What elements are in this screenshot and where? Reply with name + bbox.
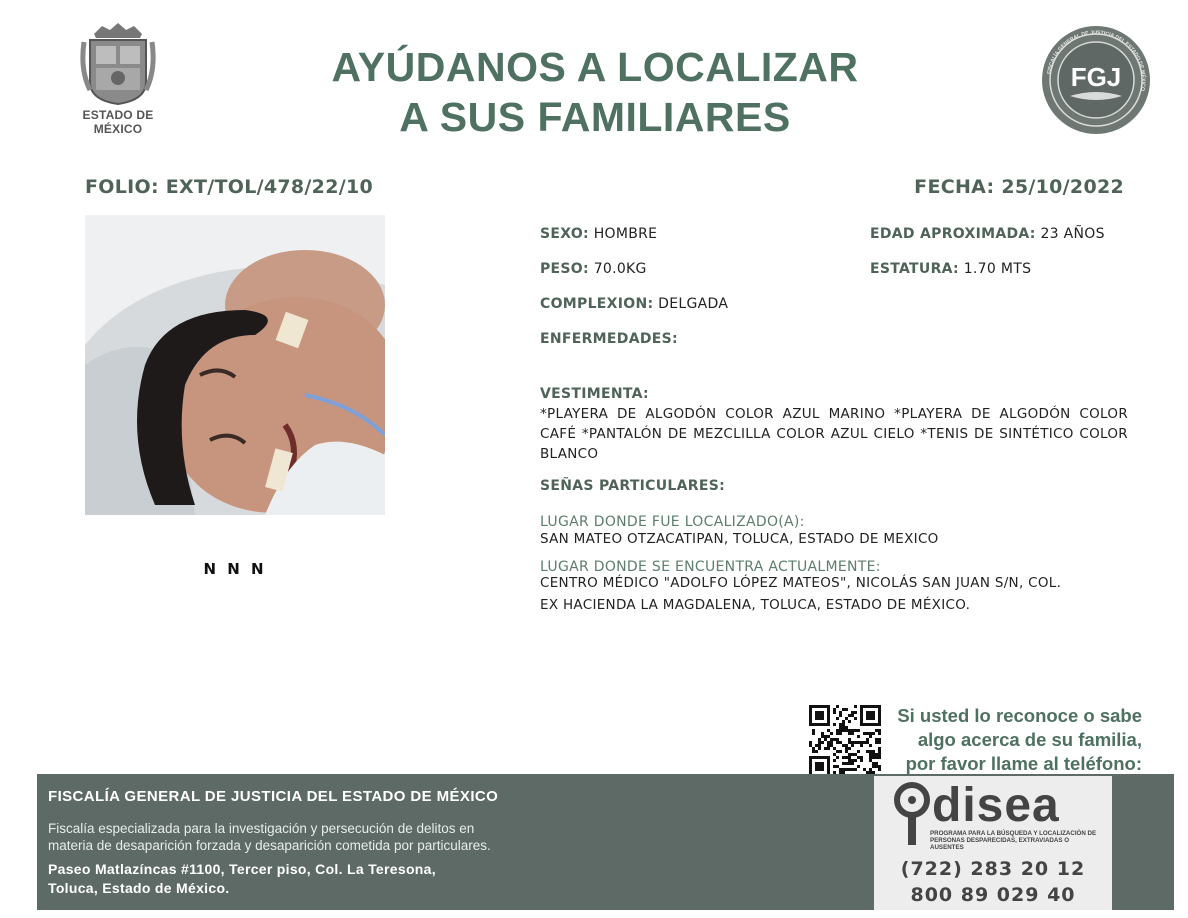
phone-number-1[interactable]: (722) 283 20 12 bbox=[900, 858, 1086, 880]
person-photo-illustration bbox=[85, 215, 385, 515]
vestimenta-label: VESTIMENTA: bbox=[540, 386, 649, 402]
odisea-logo-text: disea bbox=[932, 779, 1060, 832]
fgj-logo-text: FGJ bbox=[1070, 62, 1122, 92]
lugar-actual-line-2: EX HACIENDA LA MAGDALENA, TOLUCA, ESTADO DE MÉXICO. bbox=[540, 597, 971, 613]
footer-addr-line-1: Paseo Matlazíncas #1100, Tercer piso, Col. La Teresona, bbox=[48, 861, 436, 877]
person-name: N N N bbox=[203, 560, 267, 578]
fecha bbox=[914, 176, 1124, 198]
peso-value: 70.0KG bbox=[593, 261, 647, 277]
page-title bbox=[280, 42, 910, 142]
footer-description bbox=[48, 820, 648, 854]
footer-desc-line-1: Fiscalía especializada para la investigación y persecución de delitos en bbox=[48, 821, 475, 836]
qr-code-icon[interactable] bbox=[809, 705, 881, 777]
estado-de-mexico-logo bbox=[58, 20, 178, 136]
sexo-label: SEXO: bbox=[540, 226, 589, 242]
senas-label: SEÑAS PARTICULARES: bbox=[540, 478, 725, 494]
estado-de-mexico-label: ESTADO DE MÉXICO bbox=[82, 108, 154, 136]
fecha-label: FECHA: bbox=[914, 176, 995, 198]
sexo-row bbox=[540, 226, 657, 242]
fgj-ring-text: FISCALÍA GENERAL DE JUSTICIA DEL ESTADO DE MÉXICO bbox=[1046, 29, 1147, 92]
enfermedades-label: ENFERMEDADES: bbox=[540, 331, 678, 347]
estatura-value: 1.70 MTS bbox=[963, 261, 1032, 277]
complexion-row bbox=[540, 296, 728, 312]
vestimenta-heading bbox=[540, 386, 649, 402]
peso-label: PESO: bbox=[540, 261, 589, 277]
folio-label: FOLIO: bbox=[85, 176, 159, 198]
title-line-2: A SUS FAMILIARES bbox=[399, 94, 791, 140]
phone-number-2[interactable]: 800 89 029 40 bbox=[910, 884, 1076, 906]
enfermedades-row bbox=[540, 331, 678, 347]
edad-row bbox=[870, 226, 1105, 242]
sexo-value: HOMBRE bbox=[593, 226, 658, 242]
footer-desc-line-2: materia de desaparición forzada y desaparición cometida por particulares. bbox=[48, 838, 491, 853]
estatura-row bbox=[870, 261, 1031, 277]
call-line-3: por favor llame al teléfono: bbox=[905, 753, 1142, 774]
lugar-actual-line-1: CENTRO MÉDICO "ADOLFO LÓPEZ MATEOS", NICOLÁS SAN JUAN S/N, COL. bbox=[540, 575, 1062, 591]
fgj-logo bbox=[1040, 24, 1152, 136]
lugar-actual-label: LUGAR DONDE SE ENCUENTRA ACTUALMENTE: bbox=[540, 559, 881, 575]
senas-heading bbox=[540, 478, 725, 494]
complexion-label: COMPLEXION: bbox=[540, 296, 654, 312]
call-line-1: Si usted lo reconoce o sabe bbox=[897, 705, 1142, 726]
complexion-value: DELGADA bbox=[658, 296, 729, 312]
edad-value: 23 AÑOS bbox=[1040, 226, 1105, 242]
footer-title: FISCALÍA GENERAL DE JUSTICIA DEL ESTADO DE MÉXICO bbox=[48, 788, 499, 805]
footer-address bbox=[48, 860, 608, 898]
coat-of-arms-icon bbox=[78, 20, 158, 106]
footer-addr-line-2: Toluca, Estado de México. bbox=[48, 880, 230, 896]
call-line-2: algo acerca de su familia, bbox=[917, 729, 1142, 750]
fecha-value: 25/10/2022 bbox=[1001, 176, 1124, 198]
odisea-pin-icon bbox=[892, 782, 932, 852]
lugar-localizado-value: SAN MATEO OTZACATIPAN, TOLUCA, ESTADO DE MEXICO bbox=[540, 531, 939, 547]
edad-label: EDAD APROXIMADA: bbox=[870, 226, 1036, 242]
folio-value: EXT/TOL/478/22/10 bbox=[165, 176, 373, 198]
person-photo bbox=[85, 215, 385, 515]
odisea-subtitle: PROGRAMA PARA LA BÚSQUEDA Y LOCALIZACIÓN DE PERSONAS DESPARECIDAS, EXTRAVIADAS O AUSENTES bbox=[930, 830, 1097, 851]
fgj-seal-icon bbox=[1040, 24, 1152, 136]
call-to-action bbox=[884, 704, 1142, 776]
peso-row bbox=[540, 261, 647, 277]
title-line-1: AYÚDANOS A LOCALIZAR bbox=[331, 44, 859, 90]
folio bbox=[85, 176, 373, 198]
vestimenta-text: *PLAYERA DE ALGODÓN COLOR AZUL MARINO *PLAYERA DE ALGODÓN COLOR CAFÉ *PANTALÓN DE MEZCLILLA COLOR AZUL CIELO *TENIS DE SINTÉTICO COLOR BLANCO bbox=[540, 406, 1128, 462]
estatura-label: ESTATURA: bbox=[870, 261, 959, 277]
lugar-localizado-label: LUGAR DONDE FUE LOCALIZADO(A): bbox=[540, 514, 805, 530]
